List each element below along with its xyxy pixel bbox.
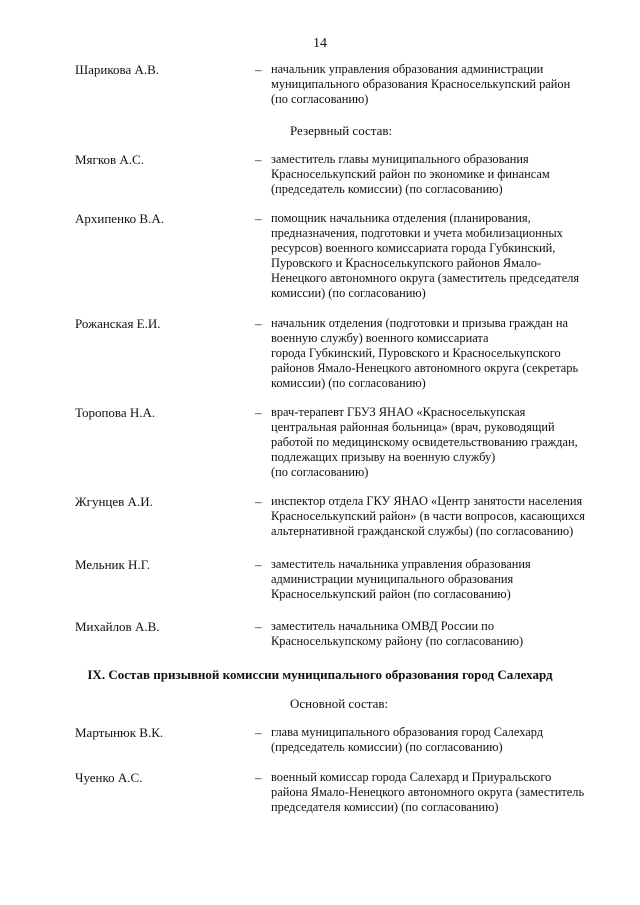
role-line: муниципального образования Красноселькупский район [271,77,571,91]
role-line: Красноселькупскому району (по согласованию) [271,634,524,648]
role-line: (председатель комиссии) (по согласованию) [271,182,503,196]
role-line: альтернативной гражданской службы) (по согласованию) [271,524,574,538]
role-line: администрации муниципального образования [271,572,514,586]
page-number: 14 [313,36,327,51]
role-line: заместитель начальника управления образования [271,557,531,571]
member-role [271,770,621,815]
dash-separator: – [255,316,262,331]
member-role [271,725,621,755]
dash-separator: – [255,494,262,509]
member-role [271,152,621,197]
dash-separator: – [255,405,262,420]
member-name: Шарикова А.В. [75,62,160,77]
role-line: (по согласованию) [271,465,369,479]
role-line: председателя комиссии) (по согласованию) [271,800,499,814]
section-heading: IX. Состав призывной комиссии муниципального образования город Салехард [87,667,553,682]
dash-separator: – [255,211,262,226]
role-line: Красноселькупский район по экономике и финансам [271,167,550,181]
role-line: врач-терапевт ГБУЗ ЯНАО «Красноселькупская [271,405,526,419]
role-line: Пуровского и Красноселькупского районов Ямало- [271,256,542,270]
role-line: подлежащих призыву на военную службу) [271,450,496,464]
member-role [271,62,621,107]
role-line: заместитель начальника ОМВД России по [271,619,495,633]
role-line: помощник начальника отделения (планирования, [271,211,531,225]
role-line: инспектор отдела ГКУ ЯНАО «Центр занятости населения [271,494,583,508]
member-name: Рожанская Е.И. [75,316,161,331]
role-line: ресурсов) военного комиссариата города Губкинский, [271,241,556,255]
role-line: работой по медицинскому освидетельствованию граждан, [271,435,578,449]
role-line: начальник управления образования администрации [271,62,544,76]
dash-separator: – [255,770,262,785]
member-name: Жгунцев А.И. [75,494,153,509]
dash-separator: – [255,619,262,634]
member-name: Мартынюк В.К. [75,725,164,740]
dash-separator: – [255,62,262,77]
member-role [271,557,621,602]
role-line: (по согласованию) [271,92,369,106]
role-line: заместитель главы муниципального образования [271,152,529,166]
member-role [271,619,621,649]
role-line: города Губкинский, Пуровского и Красноселькупского [271,346,561,360]
role-line: начальник отделения (подготовки и призыва граждан на [271,316,568,330]
role-line: Ненецкого автономного округа (заместитель председателя [271,271,580,285]
role-line: комиссии) (по согласованию) [271,286,426,300]
dash-separator: – [255,152,262,167]
member-name: Мельник Н.Г. [75,557,150,572]
member-name: Михайлов А.В. [75,619,160,634]
role-line: района Ямало-Ненецкого автономного округа (заместитель [271,785,585,799]
dash-separator: – [255,725,262,740]
member-name: Торопова Н.А. [75,405,156,420]
role-line: районов Ямало-Ненецкого автономного округа (секретарь [271,361,579,375]
member-role [271,316,621,391]
role-line: Красноселькупский район» (в части вопросов, касающихся [271,509,586,523]
role-line: предназначения, подготовки и учета мобилизационных [271,226,563,240]
member-name: Мягков А.С. [75,152,144,167]
role-line: глава муниципального образования город Салехард [271,725,544,739]
main-heading: Основной состав: [290,696,389,711]
member-role [271,405,621,480]
role-line: военный комиссар города Салехард и Приуральского [271,770,552,784]
member-role [271,494,621,539]
dash-separator: – [255,557,262,572]
role-line: комиссии) (по согласованию) [271,376,426,390]
role-line: военную службу) военного комиссариата [271,331,489,345]
reserve-heading: Резервный состав: [290,123,393,138]
role-line: Красноселькупский район (по согласованию) [271,587,511,601]
member-role [271,211,621,301]
member-name: Чуенко А.С. [75,770,143,785]
role-line: центральная районная больница» (врач, руководящий [271,420,555,434]
member-name: Архипенко В.А. [75,211,164,226]
role-line: (председатель комиссии) (по согласованию) [271,740,503,754]
